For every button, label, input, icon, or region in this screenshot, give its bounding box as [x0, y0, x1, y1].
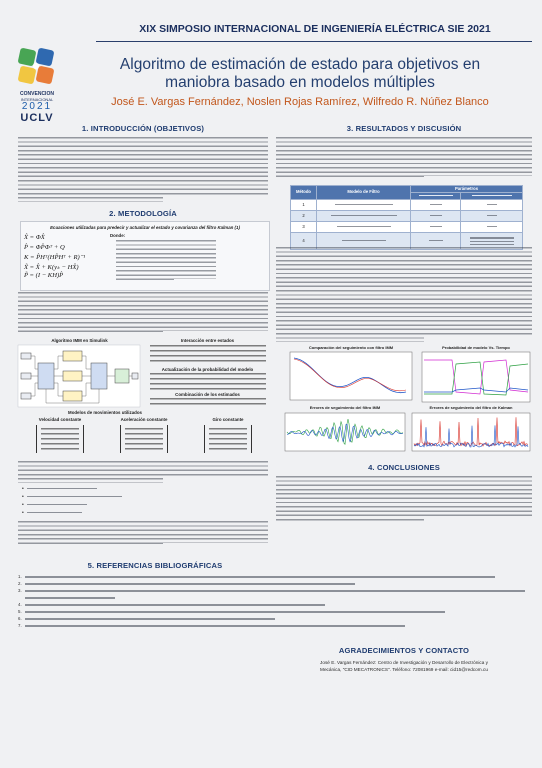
equation-line: [27, 512, 82, 513]
conclusions-paragraph: [276, 476, 532, 523]
chart-tracking-title: Comparación del seguimiento con filtro IMM: [308, 345, 394, 350]
matrix-entries: [209, 428, 247, 452]
table-cell-method: 1: [291, 200, 317, 211]
table-row: [291, 211, 523, 222]
poster-authors: José E. Vargas Fernández, Noslen Rojas Ramírez, Wilfredo R. Núñez Blanco: [111, 96, 489, 108]
logo-square-green: [18, 48, 37, 67]
simulink-input-block-3: [21, 393, 31, 399]
table-cell-noise: [411, 211, 461, 222]
reference-item-2: [18, 581, 355, 586]
motion-model-cv: [20, 417, 100, 453]
kalman-variable-definitions: [116, 240, 216, 283]
reference-item-7: [18, 623, 405, 628]
reference-item-1: [18, 574, 495, 579]
equation-bullet-2: [22, 494, 122, 500]
logo-org: UCLV: [20, 112, 54, 124]
motion-models-caption: Modelos de movimientos utilizados: [68, 410, 142, 415]
reference-number: 6.: [18, 616, 22, 621]
reference-text: [25, 597, 115, 598]
kalman-equation-2: P̂ = ΦP̂Φᵀ + Q: [24, 243, 65, 251]
equation-line: [27, 496, 122, 497]
motion-model-ca: [104, 417, 184, 453]
chart-kalman-error-title: Errores de seguimiento del filtro de Kalman: [429, 405, 513, 410]
table-cell-model: [317, 211, 411, 222]
table-subheader-2: [461, 193, 523, 200]
reference-text: [25, 576, 495, 577]
logo-text-internacional: INTERNACIONAL: [20, 97, 54, 102]
section-heading-intro: 1. INTRODUCCIÓN (OBJETIVOS): [81, 124, 205, 133]
simulink-mixing-block: [38, 363, 54, 389]
conference-title: XIX SIMPOSIO INTERNACIONAL DE INGENIERÍA ELÉCTRICA SIE 2021: [139, 23, 491, 35]
logo-center: [33, 63, 39, 69]
reference-item-5: [18, 609, 445, 614]
chart-model-probability: [422, 352, 530, 402]
poster-title-line2: maniobra basado en modelos múltiples: [165, 74, 435, 91]
simulink-probability-block: [91, 363, 107, 389]
poster-title-line1: Algoritmo de estimación de estado para objetivos en: [119, 56, 481, 73]
interaction-equations: [150, 345, 266, 365]
motion-model-cv-matrix: [36, 425, 84, 453]
reference-text: [25, 590, 525, 591]
simulink-input-block-1: [21, 353, 31, 359]
table-cell-method: 3: [291, 222, 317, 233]
matrix-entries: [41, 428, 79, 452]
logo-square-yellow: [18, 66, 37, 85]
reference-text: [25, 583, 355, 584]
results-paragraph-1: [276, 137, 532, 180]
logo-text-convencion: CONVENCION: [20, 91, 54, 97]
simulink-diagram: [18, 345, 140, 407]
reference-number: 3.: [18, 588, 22, 593]
probability-update-equations: [150, 373, 266, 390]
contact-line-1: José E. Vargas Fernández: Centro de Investigación y Desarrollo de Electrónica y: [320, 660, 488, 665]
pinwheel-logo-icon: [14, 44, 58, 88]
table-cell-noise: [411, 200, 461, 211]
simulink-filter-ct-block: [63, 391, 82, 401]
kalman-equation-1: X̂ = ΦX̂: [24, 234, 45, 241]
reference-text: [25, 625, 405, 626]
reference-text: [25, 618, 275, 619]
reference-text: [25, 611, 445, 612]
kalman-equation-5: P̃ = (I − KH)P̂: [24, 272, 64, 279]
section-heading-results: 3. RESULTADOS Y DISCUSIÓN: [346, 124, 462, 133]
reference-number: 4.: [18, 602, 22, 607]
simulink-filter-ca-block: [63, 371, 82, 381]
equation-bullet-4: [22, 510, 82, 516]
table-cell-matrix: [461, 200, 523, 211]
motion-model-ca-label: Aceleración constante: [120, 417, 168, 422]
reference-item-3-continued: [18, 595, 115, 600]
table-cell-matrix: [461, 222, 523, 233]
logo-square-blue: [36, 48, 55, 67]
results-table: [290, 185, 523, 250]
simulink-caption: Algoritmo IMM en Simulink: [51, 338, 108, 343]
chart-plot-area: [290, 352, 412, 400]
chart-tracking-comparison: [290, 352, 412, 400]
combination-equations: [150, 398, 266, 408]
kalman-equation-3: K = P̂Hᵀ(HP̂Hᵀ + R)⁻¹: [24, 254, 86, 261]
simulink-output-block: [132, 373, 138, 379]
section-heading-contact: AGRADECIMIENTOS Y CONTACTO: [338, 646, 470, 655]
chart-kalman-tracking-error: [412, 413, 530, 451]
poster-title: [70, 56, 530, 92]
motion-model-ct-label: Giro constante: [212, 417, 244, 422]
kalman-box-title: Ecuaciones utilizadas para predecir y actualizar el estado y covarianza del filtro Kalman (1): [50, 225, 240, 230]
reference-number: 5.: [18, 609, 22, 614]
reference-item-3: [18, 588, 525, 593]
logo-square-orange: [36, 66, 55, 85]
motion-model-ca-matrix: [120, 425, 168, 453]
simulink-filter-cv-block: [63, 351, 82, 361]
motion-model-ct: [188, 417, 268, 453]
intro-paragraph: [18, 137, 268, 202]
methods-paragraph-1: [18, 292, 268, 335]
table-cell-model: [317, 222, 411, 233]
table-row: [291, 222, 523, 233]
reference-text: [25, 604, 325, 605]
reference-item-6: [18, 616, 275, 621]
chart-imm-error-title: Errores de seguimiento del filtro IMM: [309, 405, 381, 410]
equation-line: [27, 488, 97, 489]
section-heading-conclusions: 4. CONCLUSIONES: [368, 463, 440, 472]
simulink-input-block-2: [21, 373, 31, 379]
motion-model-cv-label: Velocidad constante: [38, 417, 82, 422]
chart-probability-title: Probabilidad de modelo Vs. Tiempo: [442, 345, 510, 350]
section-heading-methods: 2. METODOLOGÍA: [109, 209, 177, 218]
table-cell-method: 4: [291, 233, 317, 250]
logo-year: 2021: [21, 101, 53, 112]
reference-item-4: [18, 602, 325, 607]
table-cell-method: 2: [291, 211, 317, 222]
chart-imm-tracking-error: [285, 413, 405, 451]
equation-line: [27, 504, 87, 505]
probability-update-caption: Actualización de la probabilidad del modelo: [161, 367, 254, 372]
table-header-parameters: Parámetros: [411, 186, 523, 193]
kalman-where-label: Donde:: [110, 233, 126, 238]
reference-number: 2.: [18, 581, 22, 586]
kalman-equation-4: X̃ = X̂ + K(yₖ − HX̂): [24, 263, 79, 271]
table-cell-noise: [411, 222, 461, 233]
reference-number: 1.: [18, 574, 22, 579]
results-paragraph-2: [276, 247, 532, 342]
table-cell-matrix: [461, 211, 523, 222]
methods-paragraph-3: [18, 521, 268, 547]
chart-plot-area: [422, 352, 530, 402]
table-cell-model: [317, 200, 411, 211]
matrix-entries: [125, 428, 163, 452]
section-heading-references: 5. REFERENCIAS BIBLIOGRÁFICAS: [87, 561, 223, 570]
equation-bullet-1: [22, 486, 97, 492]
table-row: [291, 200, 523, 211]
contact-line-2: Mecánica, "CID MECATRONICS". Teléfono: 72081969 e-mail: cid15@redcom.cu: [320, 667, 488, 672]
simulink-combination-block: [115, 369, 129, 383]
motion-model-ct-matrix: [204, 425, 252, 453]
reference-number: 7.: [18, 623, 22, 628]
table-header-row: [291, 186, 523, 193]
methods-paragraph-2: [18, 461, 268, 483]
combination-caption: Combinación de los estimados: [175, 392, 240, 397]
equation-bullet-3: [22, 502, 87, 508]
table-subheader-1: [411, 193, 461, 200]
interaction-caption: Interacción entre estados: [180, 338, 235, 343]
table-header-method: Método: [291, 186, 317, 200]
header-divider: [96, 41, 532, 42]
table-header-filter-model: Modelo de Filtro: [317, 186, 411, 200]
